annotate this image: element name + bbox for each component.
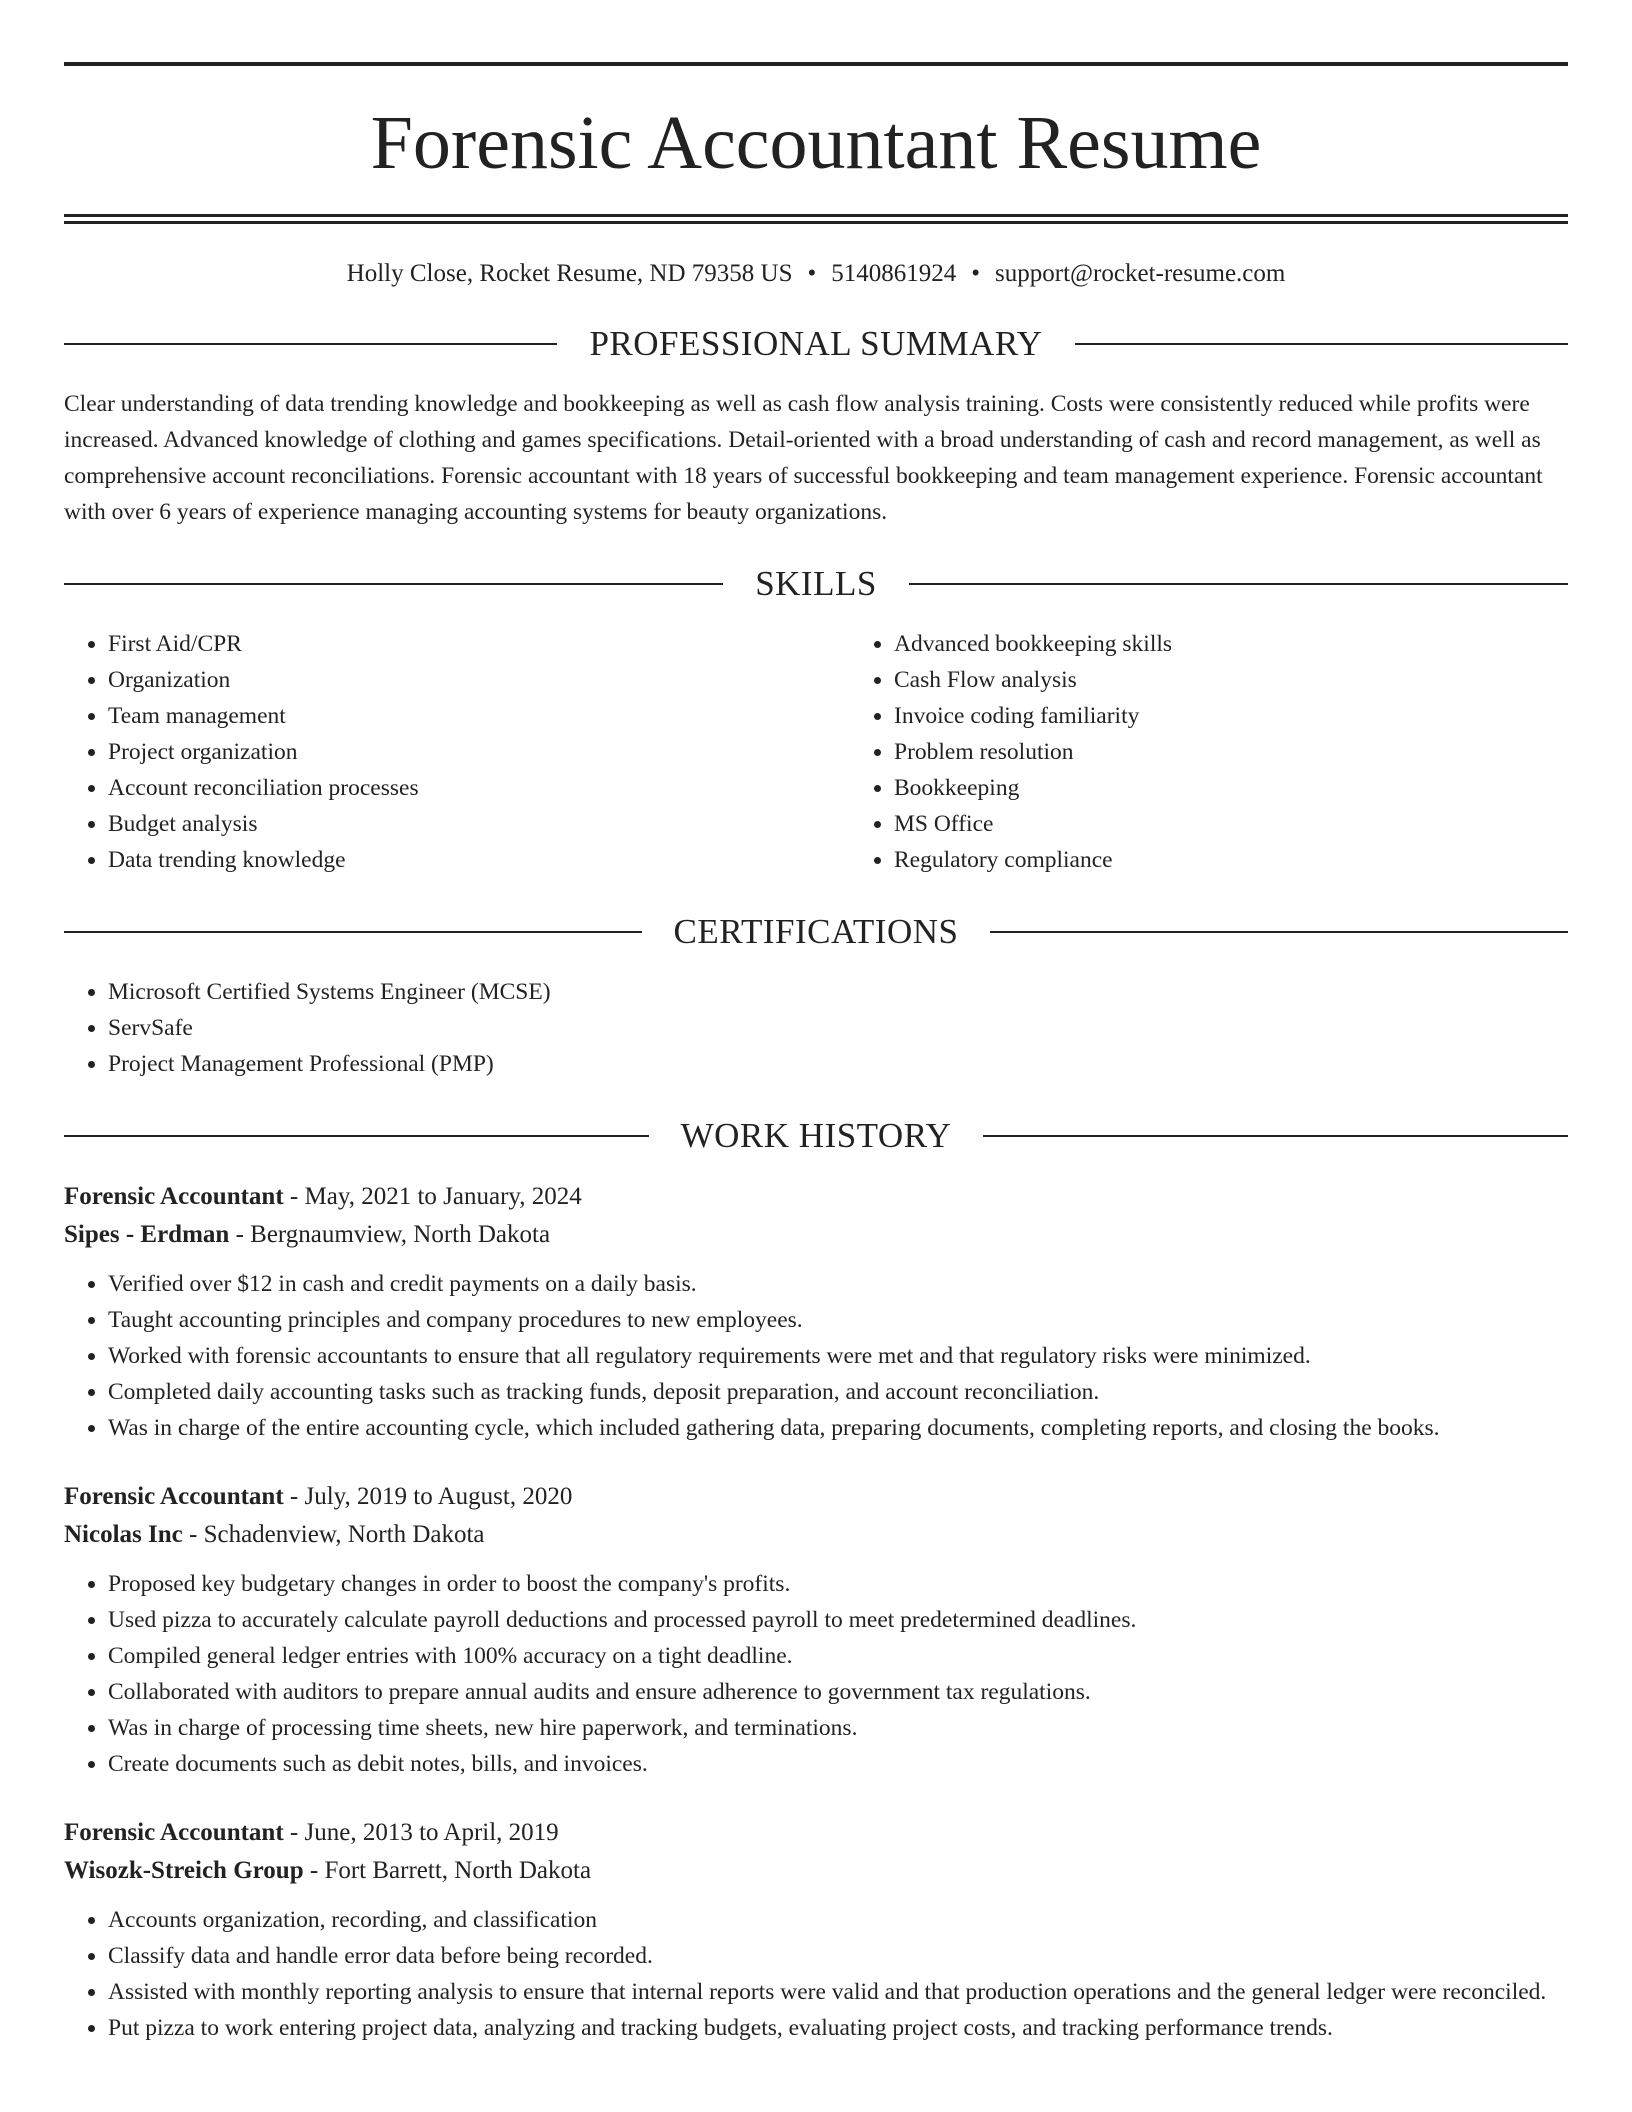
job-company-line: Sipes - Erdman - Bergnaumview, North Dakota [64,1221,551,1248]
skill-item: • Organization [108,662,850,698]
job-location: Schadenview, North Dakota [203,1521,485,1548]
skill-item: • Regulatory compliance [894,842,1568,878]
job-duty: • Completed daily accounting tasks such as tracking funds, deposit preparation, and account reconciliation. [108,1374,1568,1410]
contact-email[interactable]: support@rocket-resume.com [995,260,1286,287]
job-title: Forensic Accountant [64,1819,284,1846]
skills-list [64,626,1568,878]
skill-item: • Budget analysis [108,806,850,842]
skill-item: • Problem resolution [894,734,1568,770]
job-duty: • Was in charge of processing time sheets, new hire paperwork, and terminations. [108,1710,1568,1746]
heading-rule [990,931,1568,933]
certifications-list [64,974,1568,1082]
heading-rule [1075,343,1568,345]
skill-item: • Project organization [108,734,850,770]
skills-heading-label: SKILLS [755,564,877,603]
top-rule [64,62,1568,66]
job-dates: July, 2019 to August, 2020 [304,1483,573,1510]
job-title-line: Forensic Accountant - June, 2013 to April, 2019 [64,1819,559,1846]
summary-text: Clear understanding of data trending knowledge and bookkeeping as well as cash flow analysis training. Costs were consistently reduced while profits were increased. Advanced knowledge of clothing and games specifications. Detail-oriented with a broad understanding of cash and record management, as well as comprehensive account reconciliations. Forensic accountant with 18 years of successful bookkeeping and team management experience. Forensic accountant with over 6 years of experience managing accounting systems for beauty organizations. [64,391,1543,525]
skill-item: • Invoice coding familiarity [894,698,1568,734]
job-duty: • Was in charge of the entire accounting cycle, which included gathering data, preparing documents, completing reports, and closing the books. [108,1410,1568,1446]
heading-rule [64,1135,649,1137]
resume-content [64,62,1568,2078]
contact-separator: • [971,260,981,287]
contact-separator: • [807,260,817,287]
contact-line [64,258,1568,290]
certification-item: • Microsoft Certified Systems Engineer (MCSE) [108,974,1568,1010]
certification-item: • Project Management Professional (PMP) [108,1046,1568,1082]
job-title-line: Forensic Accountant - July, 2019 to August, 2020 [64,1483,573,1510]
job-entry [64,1478,1568,1782]
job-duty: • Assisted with monthly reporting analysis to ensure that internal reports were valid and that production operations and the general ledger were reconciled. [108,1974,1568,2010]
skill-item: • Cash Flow analysis [894,662,1568,698]
certification-item: • ServSafe [108,1010,1568,1046]
heading-rule [64,931,642,933]
contact-address: Holly Close, Rocket Resume, ND 79358 US [346,260,793,287]
skill-item: • Team management [108,698,850,734]
job-duty: • Collaborated with auditors to prepare annual audits and ensure adherence to government tax regulations. [108,1674,1568,1710]
heading-rule [909,583,1568,585]
skill-item: • MS Office [894,806,1568,842]
job-duty: • Proposed key budgetary changes in order to boost the company's profits. [108,1566,1568,1602]
heading-rule [983,1135,1568,1137]
job-location: Fort Barrett, North Dakota [324,1857,592,1884]
contact-phone: 5140861924 [831,260,957,287]
summary-heading [64,324,1568,364]
job-duty: • Accounts organization, recording, and classification [108,1902,1568,1938]
heading-rule [64,583,723,585]
job-entry [64,1814,1568,2046]
job-duty: • Worked with forensic accountants to ensure that all regulatory requirements were met and that regulatory risks were minimized. [108,1338,1568,1374]
job-company: Wisozk-Streich Group [64,1857,304,1884]
title-double-rule [64,214,1568,224]
skills-heading [64,564,1568,604]
job-company: Nicolas Inc [64,1521,183,1548]
job-duty: • Used pizza to accurately calculate payroll deductions and processed payroll to meet predetermined deadlines. [108,1602,1568,1638]
page-title: Forensic Accountant Resume [370,101,1262,185]
heading-rule [64,343,557,345]
job-duty: • Taught accounting principles and company procedures to new employees. [108,1302,1568,1338]
job-duties [64,1902,1568,2046]
job-location: Bergnaumview, North Dakota [250,1221,551,1248]
job-company: Sipes - Erdman [64,1221,230,1248]
skill-item: • Data trending knowledge [108,842,850,878]
job-duty: • Create documents such as debit notes, bills, and invoices. [108,1746,1568,1782]
job-company-line: Nicolas Inc - Schadenview, North Dakota [64,1521,485,1548]
job-duty: • Compiled general ledger entries with 100% accuracy on a tight deadline. [108,1638,1568,1674]
job-duty: • Put pizza to work entering project data, analyzing and tracking budgets, evaluating project costs, and tracking performance trends. [108,2010,1568,2046]
job-duties [64,1566,1568,1782]
skill-item: • Advanced bookkeeping skills [894,626,1568,662]
skills-left-column [64,626,850,878]
certifications-heading [64,912,1568,952]
job-entry [64,1178,1568,1446]
skill-item: • Account reconciliation processes [108,770,850,806]
job-title: Forensic Accountant [64,1183,284,1210]
job-dates: May, 2021 to January, 2024 [304,1183,582,1210]
job-title-line: Forensic Accountant - May, 2021 to January, 2024 [64,1183,582,1210]
summary-heading-label: PROFESSIONAL SUMMARY [589,324,1043,363]
work-history-heading-label: WORK HISTORY [680,1116,952,1155]
certifications-heading-label: CERTIFICATIONS [673,912,959,951]
skill-item: • Bookkeeping [894,770,1568,806]
job-company-line: Wisozk-Streich Group - Fort Barrett, North Dakota [64,1857,592,1884]
job-duty: • Classify data and handle error data before being recorded. [108,1938,1568,1974]
work-history-heading [64,1116,1568,1156]
job-duty: • Verified over $12 in cash and credit payments on a daily basis. [108,1266,1568,1302]
job-dates: June, 2013 to April, 2019 [304,1819,559,1846]
job-title: Forensic Accountant [64,1483,284,1510]
skills-right-column [850,626,1568,878]
skill-item: • First Aid/CPR [108,626,850,662]
job-duties [64,1266,1568,1446]
